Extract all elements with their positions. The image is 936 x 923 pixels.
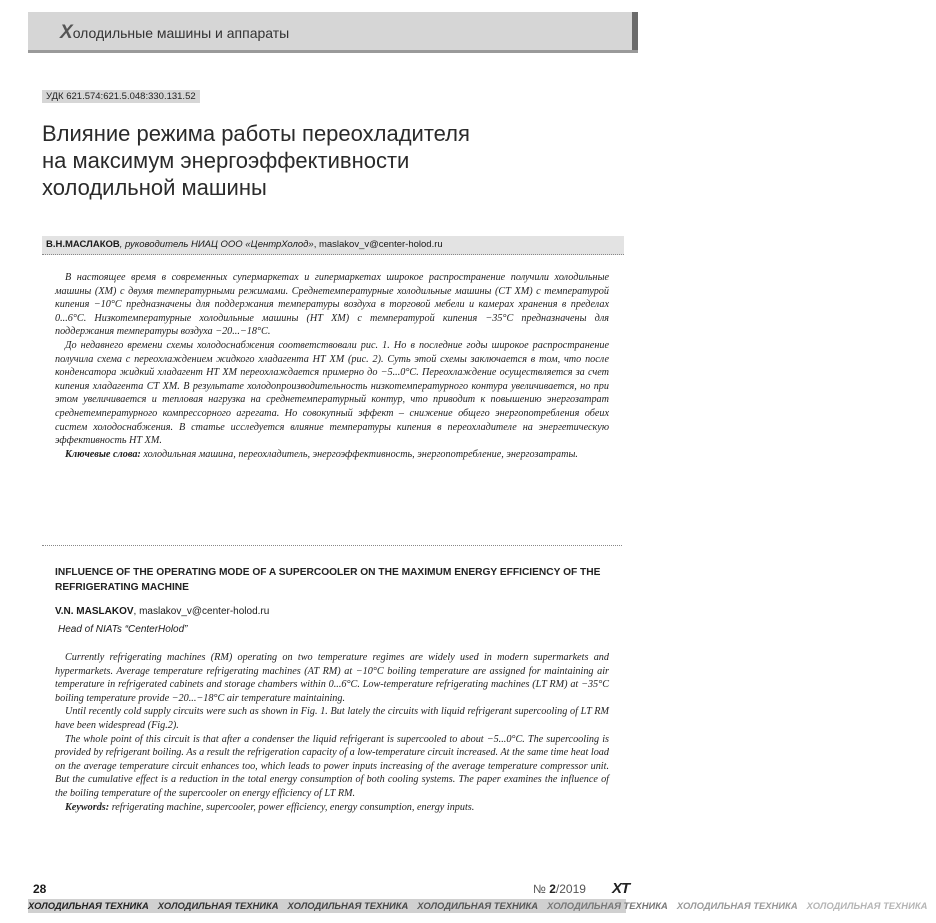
abstract-ru	[55, 271, 609, 461]
author-name-ru: В.Н.МАСЛАКОВ	[46, 239, 120, 250]
udk-code: УДК 621.574:621.5.048:330.131.52	[42, 90, 200, 103]
keywords-ru	[55, 448, 609, 462]
abstract-en-paragraph: Currently refrigerating machines (RM) operating on two temperature regimes are widely used in modern supermarkets and hypermarkets. Average temperature refrigerating machines (AT RM) at −10°C boiling temperature are assigned for maintaining air temperature in refrigerated cabinets and storage chambers within 0...6°C. Low-temperature refrigerating machines (LT RM) at −35°C boiling temperature provide −20...−18°C air temperature maintaining.	[55, 652, 609, 704]
footer-band-text: ХОЛОДИЛЬНАЯ ТЕХНИКА	[547, 900, 668, 911]
issue-number: 2	[549, 882, 556, 896]
abstract-en	[55, 651, 609, 814]
title-line: холодильной машины	[42, 175, 267, 200]
section-title	[60, 22, 289, 44]
footer-band-text: ХОЛОДИЛЬНАЯ ТЕХНИКА	[157, 900, 279, 911]
header-edge-bar	[632, 12, 638, 50]
keywords-ru-text: холодильная машина, переохладитель, энергоэффективность, энергопотребление, энергозатраты.	[140, 448, 578, 460]
footer-band-text: ХОЛОДИЛЬНАЯ ТЕХНИКА	[417, 900, 539, 911]
abstract-en-paragraph: Until recently cold supply circuits were such as shown in Fig. 1. But lately the circuits with liquid refrigerant supercooling of LT RM have been widespread (Fig.2).	[55, 706, 609, 731]
author-role-ru: , руководитель НИАЦ ООО «ЦентрХолод»	[119, 239, 314, 250]
section-header	[28, 12, 638, 53]
footer-band-text: ХОЛОДИЛЬНАЯ ТЕХНИКА	[676, 900, 798, 911]
abstract-en-paragraph: The whole point of this circuit is that after a condenser the liquid refrigerant is supercooled to about −5...0°C. The supercooling is provided by refrigerant boiling. As a result the refrigeration capacity of a low-temperature circuit increased. At the same time heat load on the average temperature circuit enhances too, which leads to power inputs increasing of the average temperature compressor unit. But the cumulative effect is a reduction in the total energy consumption of both cooling systems. The paper examines the influence of the boiling temperature of the supercooler on energy efficiency of LT RM.	[55, 733, 609, 799]
abstract-ru-paragraph: В настоящее время в современных супермаркетах и гипермаркетах широкое распространение получили холодильные машины (ХМ) с двумя температурными режимами. Среднетемпературные холодильные машины (СТ ХМ) с температурой кипения −10°С предназначены для поддержания температуры воздуха в торговой мебели и камерах хранения в пределах 0...6°С. Низкотемпературные холодильные машины (НТ ХМ) с температурой кипения −35°С предназначены для поддержания температуры воздуха −20...−18°С.	[55, 272, 609, 338]
author-name-en: V.N. MASLAKOV	[55, 606, 134, 617]
title-line: Влияние режима работы переохладителя	[42, 121, 470, 146]
footer-band	[28, 899, 928, 913]
section-title-rest: олодильные машины и аппараты	[72, 25, 290, 41]
keywords-en	[55, 801, 609, 815]
article-title	[42, 120, 622, 201]
footer-band-text: ХОЛОДИЛЬНАЯ ТЕХНИКА	[287, 900, 409, 911]
keywords-en-text: refrigerating machine, supercooler, power efficiency, energy consumption, energy inputs.	[109, 801, 475, 813]
keywords-ru-label: Ключевые слова:	[65, 448, 141, 460]
section-divider	[42, 545, 622, 546]
english-title: INFLUENCE OF THE OPERATING MODE OF A SUPERCOOLER ON THE MAXIMUM ENERGY EFFICIENCY OF THE REFRIGERATING MACHINE	[55, 567, 601, 593]
footer-band-text: ХОЛОДИЛЬНАЯ ТЕХНИКА	[806, 900, 928, 911]
section-title-initial: Х	[60, 22, 73, 43]
keywords-en-label: Keywords:	[65, 801, 110, 813]
journal-logo-icon: ХТ	[612, 880, 630, 897]
author-role-en: Head of NIATs “CenterHolod”	[58, 624, 188, 635]
author-en	[55, 606, 269, 617]
issue-prefix: №	[533, 882, 550, 896]
abstract-ru-paragraph: До недавнего времени схемы холодоснабжения соответствовали рис. 1. Но в последние годы широкое распространение получила схема с переохлаждением жидкого хладагента НТ ХМ (рис. 2). Суть этой схемы заключается в том, что после конденсатора жидкий хладагент НТ ХМ переохлаждается примерно до −5...0°С. Переохлаждение осуществляется за счет кипения хладагента СТ ХМ. В результате холодопроизводительность низкотемпературного контура увеличивается, но при этом увеличивается и тепловая нагрузка на среднетемпературный контур, что приводит к повышению энергозатрат среднетемпературного компрессорного агрегата. Но совокупный эффект – снижение общего энергопотребления обеих систем холодоснабжения. В статье исследуется влияние температуры кипения в переохладителе на энергетическую эффективность НТ ХМ.	[55, 339, 609, 447]
issue-year: /2019	[555, 882, 586, 896]
author-bar-ru	[42, 236, 624, 255]
footer-band-text: ХОЛОДИЛЬНАЯ ТЕХНИКА	[28, 900, 149, 911]
author-email-en: , maslakov_v@center-holod.ru	[133, 606, 270, 617]
page-number: 28	[33, 882, 47, 896]
title-line: на максимум энергоэффективности	[42, 148, 410, 173]
author-email-ru: , maslakov_v@center-holod.ru	[313, 239, 443, 250]
issue-label	[533, 882, 586, 896]
